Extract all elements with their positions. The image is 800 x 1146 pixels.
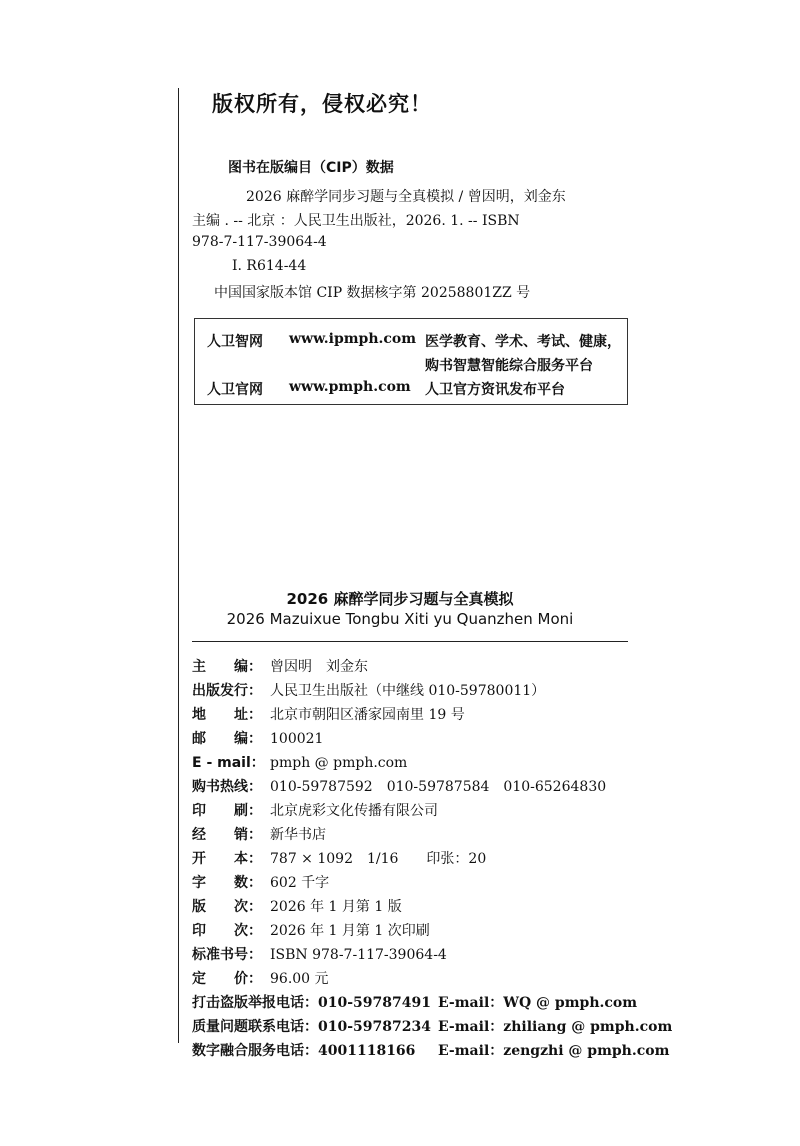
detail-label: E - mail： <box>192 755 265 771</box>
site-url[interactable]: www.ipmph.com <box>289 331 417 347</box>
contact-email[interactable]: E-mail：zengzhi @ pmph.com <box>438 1043 670 1059</box>
detail-value: 2026 年 1 月第 1 版 <box>270 899 402 915</box>
copyright-heading: 版权所有，侵权必究！ <box>212 92 432 116</box>
contact-phone: 4001118166 <box>318 1043 416 1059</box>
detail-row <box>192 728 323 748</box>
book-title: 2026 麻醉学同步习题与全真模拟 <box>286 590 514 608</box>
detail-value: 北京市朝阳区潘家园南里 19 号 <box>270 707 465 723</box>
contact-label: 质量问题联系电话： <box>192 1019 318 1035</box>
detail-label: 开 本： <box>192 851 262 867</box>
detail-value: 010-59787592 010-59787584 010-65264830 <box>270 779 607 795</box>
detail-row <box>192 776 606 796</box>
detail-row <box>192 680 545 700</box>
detail-value: 北京虎彩文化传播有限公司 <box>270 803 438 819</box>
detail-value: 787 × 1092 1/16 印张：20 <box>270 851 487 867</box>
detail-row <box>192 848 486 868</box>
detail-label: 定 价： <box>192 971 262 987</box>
detail-row <box>192 752 407 772</box>
detail-value: 曾因明 刘金东 <box>270 659 368 675</box>
detail-row <box>192 920 430 940</box>
detail-value: 100021 <box>270 731 324 747</box>
contact-row <box>192 992 637 1012</box>
detail-value: 2026 年 1 月第 1 次印刷 <box>270 923 430 939</box>
detail-value: 602 千字 <box>270 875 330 891</box>
contact-label: 打击盗版举报电话： <box>192 995 318 1011</box>
detail-label: 字 数： <box>192 875 262 891</box>
detail-row <box>192 896 402 916</box>
cip-line: 主编 . -- 北京 ：人民卫生出版社，2026. 1. -- ISBN <box>192 213 520 229</box>
detail-row <box>192 968 329 988</box>
site-desc: 医学教育、学术、考试、健康， <box>425 334 621 350</box>
margin-rule <box>178 88 179 1043</box>
detail-value: 96.00 元 <box>270 971 329 987</box>
cip-line: 978-7-117-39064-4 <box>192 234 327 250</box>
contact-label: 数字融合服务电话： <box>192 1043 318 1059</box>
detail-row <box>192 800 438 820</box>
detail-label: 版 次： <box>192 899 262 915</box>
detail-label: 购书热线： <box>192 779 262 795</box>
site-name: 人卫官网 <box>207 382 263 398</box>
info-box <box>194 318 628 405</box>
contact-email[interactable]: E-mail：zhiliang @ pmph.com <box>438 1019 673 1035</box>
detail-label: 出版发行： <box>192 683 262 699</box>
contact-phone: 010-59787491 <box>318 995 431 1011</box>
detail-row <box>192 656 368 676</box>
cip-line: 中国国家版本馆 CIP 数据核字第 20258801ZZ 号 <box>214 285 531 301</box>
detail-label: 地 址： <box>192 707 262 723</box>
detail-row <box>192 872 329 892</box>
site-desc: 人卫官方资讯发布平台 <box>425 382 565 398</box>
detail-row <box>192 704 465 724</box>
cip-header: 图书在版编目（CIP）数据 <box>228 160 394 176</box>
detail-label: 经 销： <box>192 827 262 843</box>
detail-row <box>192 944 447 964</box>
detail-label: 主 编： <box>192 659 262 675</box>
detail-value: pmph @ pmph.com <box>270 755 408 771</box>
site-desc: 购书智慧智能综合服务平台 <box>425 358 593 374</box>
detail-label: 印 刷： <box>192 803 262 819</box>
contact-phone: 010-59787234 <box>318 1019 431 1035</box>
site-url[interactable]: www.pmph.com <box>289 379 411 395</box>
cip-line: Ⅰ. R614-44 <box>232 258 307 274</box>
detail-value: 新华书店 <box>270 827 326 843</box>
detail-row <box>192 824 326 844</box>
book-title-pinyin: 2026 Mazuixue Tongbu Xiti yu Quanzhen Moni <box>226 610 574 628</box>
title-divider <box>192 641 628 642</box>
detail-label: 邮 编： <box>192 731 262 747</box>
detail-label: 标准书号： <box>192 947 262 963</box>
cip-line: 2026 麻醉学同步习题与全真模拟 / 曾因明，刘金东 <box>246 189 566 205</box>
contact-row <box>192 1016 672 1036</box>
contact-email[interactable]: E-mail：WQ @ pmph.com <box>438 995 638 1011</box>
detail-label: 印 次： <box>192 923 262 939</box>
contact-row <box>192 1040 669 1060</box>
detail-value: ISBN 978-7-117-39064-4 <box>270 947 447 963</box>
site-name: 人卫智网 <box>207 334 263 350</box>
detail-value: 人民卫生出版社（中继线 010-59780011） <box>270 683 546 699</box>
